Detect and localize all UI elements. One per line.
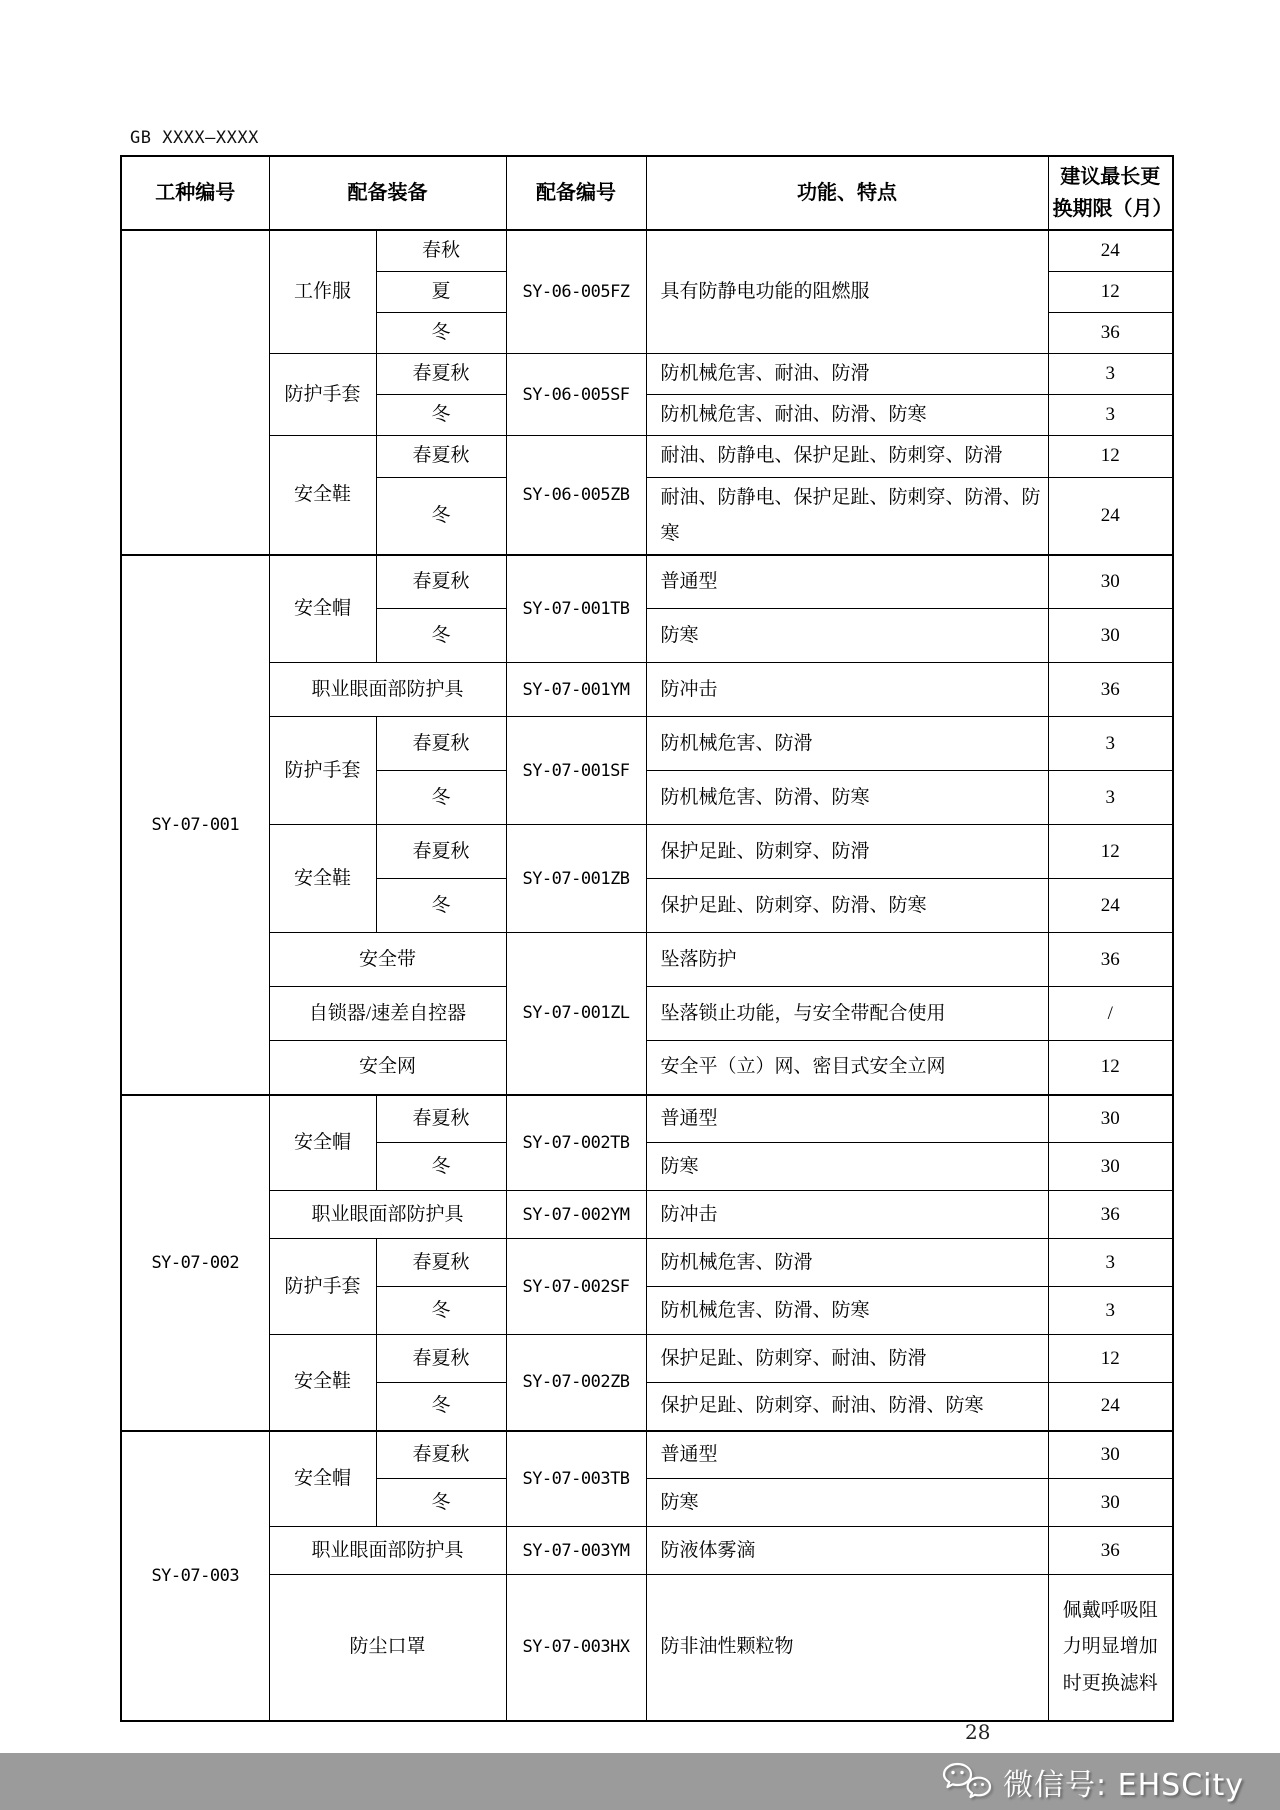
table-cell: 安全鞋	[269, 825, 376, 933]
table-cell: 保护足趾、防刺穿、耐油、防滑、防寒	[646, 1383, 1048, 1431]
table-cell: 保护足趾、防刺穿、防滑	[646, 825, 1048, 879]
table-cell: 36	[1048, 933, 1173, 987]
table-cell: 防寒	[646, 1143, 1048, 1191]
table-cell: 冬	[376, 477, 506, 555]
table-cell: 工作服	[269, 230, 376, 354]
table-body	[121, 230, 1173, 1721]
table-cell: 安全帽	[269, 555, 376, 663]
table-row	[121, 230, 1173, 272]
table-cell: 冬	[376, 879, 506, 933]
table-cell: 24	[1048, 1383, 1173, 1431]
table-cell: 普通型	[646, 555, 1048, 609]
table-cell: 春夏秋	[376, 1431, 506, 1479]
table-cell: 春夏秋	[376, 717, 506, 771]
table-cell: 耐油、防静电、保护足趾、防刺穿、防滑、防寒	[646, 477, 1048, 555]
table-cell: 3	[1048, 771, 1173, 825]
table-cell: 防尘口罩	[269, 1575, 506, 1721]
table-cell: 防机械危害、耐油、防滑、防寒	[646, 395, 1048, 436]
table-cell: 坠落防护	[646, 933, 1048, 987]
table-cell: 春夏秋	[376, 436, 506, 477]
table-cell: 3	[1048, 1239, 1173, 1287]
table-cell: 春夏秋	[376, 1239, 506, 1287]
table-cell: SY-07-002YM	[506, 1191, 646, 1239]
table-cell: 安全平（立）网、密目式安全立网	[646, 1041, 1048, 1095]
table-cell: 普通型	[646, 1431, 1048, 1479]
table-cell	[121, 230, 269, 555]
table-cell: 12	[1048, 1335, 1173, 1383]
table-cell: 冬	[376, 1287, 506, 1335]
table-cell: 春秋	[376, 230, 506, 272]
table-cell: 12	[1048, 436, 1173, 477]
table-cell: 安全鞋	[269, 436, 376, 555]
table-row	[121, 825, 1173, 879]
table-cell: 春夏秋	[376, 825, 506, 879]
table-cell: SY-07-002TB	[506, 1095, 646, 1191]
table-cell: 春夏秋	[376, 354, 506, 395]
table-cell: 安全帽	[269, 1095, 376, 1191]
table-row	[121, 1431, 1173, 1479]
table-row	[121, 1095, 1173, 1143]
table-row	[121, 436, 1173, 477]
table-cell: 30	[1048, 1479, 1173, 1527]
table-cell: 3	[1048, 1287, 1173, 1335]
table-cell: 12	[1048, 1041, 1173, 1095]
table-cell: 防寒	[646, 1479, 1048, 1527]
table-cell: 24	[1048, 879, 1173, 933]
table-cell: 防机械危害、防滑、防寒	[646, 771, 1048, 825]
table-cell: 36	[1048, 313, 1173, 354]
table-cell: 安全帽	[269, 1431, 376, 1527]
table-cell: 职业眼面部防护具	[269, 1527, 506, 1575]
table-header-cell: 工种编号	[121, 156, 269, 230]
table-cell: 防机械危害、防滑、防寒	[646, 1287, 1048, 1335]
table-cell: 防护手套	[269, 354, 376, 436]
table-cell: 12	[1048, 825, 1173, 879]
table-header-cell: 建议最长更换期限（月）	[1048, 156, 1173, 230]
table-cell: 安全带	[269, 933, 506, 987]
table-cell: 防冲击	[646, 1191, 1048, 1239]
page-number: 28	[965, 1720, 991, 1744]
table-cell: 保护足趾、防刺穿、防滑、防寒	[646, 879, 1048, 933]
table-row	[121, 1041, 1173, 1095]
table-cell: 冬	[376, 1479, 506, 1527]
table-cell: 保护足趾、防刺穿、耐油、防滑	[646, 1335, 1048, 1383]
table-cell: 佩戴呼吸阻力明显增加时更换滤料	[1048, 1575, 1173, 1721]
table-cell: 24	[1048, 230, 1173, 272]
table-cell: 防护手套	[269, 1239, 376, 1335]
table-header-cell: 配备编号	[506, 156, 646, 230]
table-cell: SY-07-003	[121, 1431, 269, 1721]
table-cell: SY-07-002SF	[506, 1239, 646, 1335]
table-row	[121, 354, 1173, 395]
table-cell: 30	[1048, 1095, 1173, 1143]
table-cell: SY-06-005FZ	[506, 230, 646, 354]
wechat-label: 微信号: EHSCity	[1003, 1767, 1244, 1803]
table-cell: 春夏秋	[376, 1335, 506, 1383]
table-cell: SY-07-003TB	[506, 1431, 646, 1527]
table-cell: 24	[1048, 477, 1173, 555]
table-cell: SY-07-001	[121, 555, 269, 1095]
table-cell: 防机械危害、防滑	[646, 717, 1048, 771]
table-cell: 冬	[376, 771, 506, 825]
table-cell: 冬	[376, 1383, 506, 1431]
table-row	[121, 1335, 1173, 1383]
table-cell: 防护手套	[269, 717, 376, 825]
table-cell: SY-07-002ZB	[506, 1335, 646, 1431]
table-cell: 36	[1048, 1527, 1173, 1575]
table-row	[121, 1527, 1173, 1575]
table-cell: SY-07-001YM	[506, 663, 646, 717]
table-cell: SY-06-005SF	[506, 354, 646, 436]
table-header-cell: 功能、特点	[646, 156, 1048, 230]
table-cell: 坠落锁止功能，与安全带配合使用	[646, 987, 1048, 1041]
table-cell: SY-07-001ZB	[506, 825, 646, 933]
table-cell: SY-07-003YM	[506, 1527, 646, 1575]
table-cell: 具有防静电功能的阻燃服	[646, 230, 1048, 354]
table-cell: 冬	[376, 609, 506, 663]
table-cell: SY-07-002	[121, 1095, 269, 1431]
table-cell: SY-06-005ZB	[506, 436, 646, 555]
table-header-cell: 配备装备	[269, 156, 506, 230]
table-row	[121, 555, 1173, 609]
table-cell: 普通型	[646, 1095, 1048, 1143]
table-cell: 3	[1048, 354, 1173, 395]
table-row	[121, 1239, 1173, 1287]
table-cell: SY-07-003HX	[506, 1575, 646, 1721]
doc-code: GB XXXX—XXXX	[130, 128, 259, 148]
table-header-row	[121, 156, 1173, 230]
table-cell: 夏	[376, 272, 506, 313]
table-cell: SY-07-001TB	[506, 555, 646, 663]
table-cell: 安全网	[269, 1041, 506, 1095]
table-cell: 防机械危害、耐油、防滑	[646, 354, 1048, 395]
footer-bar	[0, 1753, 1280, 1810]
table-cell: 春夏秋	[376, 1095, 506, 1143]
wechat-icon	[941, 1761, 993, 1803]
table-cell: 春夏秋	[376, 555, 506, 609]
table-cell: 自锁器/速差自控器	[269, 987, 506, 1041]
table-cell: 冬	[376, 313, 506, 354]
table-cell: 防寒	[646, 609, 1048, 663]
table-cell: 防机械危害、防滑	[646, 1239, 1048, 1287]
table-cell: 防非油性颗粒物	[646, 1575, 1048, 1721]
table-cell: 职业眼面部防护具	[269, 663, 506, 717]
table-row	[121, 1191, 1173, 1239]
table-cell: SY-07-001ZL	[506, 933, 646, 1095]
table-cell: 12	[1048, 272, 1173, 313]
table-cell: 防冲击	[646, 663, 1048, 717]
table-cell: /	[1048, 987, 1173, 1041]
table-cell: 安全鞋	[269, 1335, 376, 1431]
table-cell: 3	[1048, 395, 1173, 436]
table-cell: 职业眼面部防护具	[269, 1191, 506, 1239]
table-cell: 30	[1048, 1143, 1173, 1191]
table-cell: 3	[1048, 717, 1173, 771]
table-row	[121, 987, 1173, 1041]
table-cell: 冬	[376, 1143, 506, 1191]
table-cell: 36	[1048, 1191, 1173, 1239]
table-row	[121, 663, 1173, 717]
table-cell: 防液体雾滴	[646, 1527, 1048, 1575]
table-cell: 30	[1048, 1431, 1173, 1479]
table-cell: 36	[1048, 663, 1173, 717]
table-header	[121, 156, 1173, 230]
ppe-table	[120, 155, 1174, 1722]
table-cell: 30	[1048, 609, 1173, 663]
table-cell: 冬	[376, 395, 506, 436]
table-cell: 耐油、防静电、保护足趾、防刺穿、防滑	[646, 436, 1048, 477]
table-cell: SY-07-001SF	[506, 717, 646, 825]
table-row	[121, 1575, 1173, 1721]
table-row	[121, 717, 1173, 771]
table-row	[121, 933, 1173, 987]
table-cell: 30	[1048, 555, 1173, 609]
